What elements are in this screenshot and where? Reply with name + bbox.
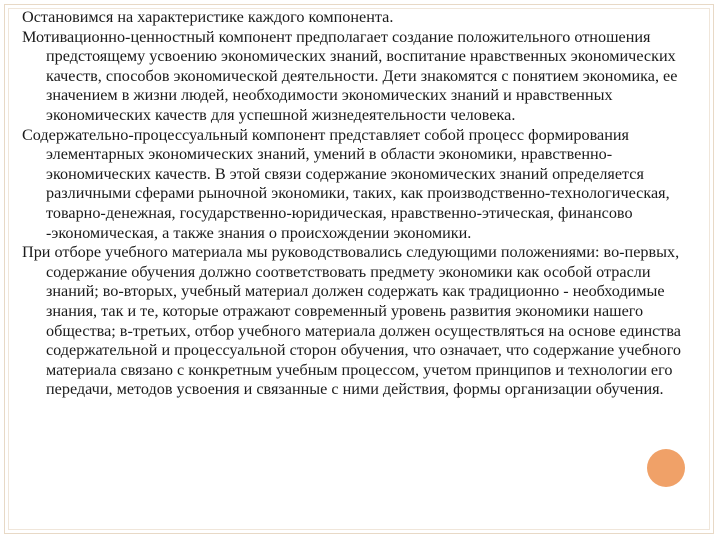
paragraph-motivational-component: Мотивационно-ценностный компонент предполагает создание положительного отношения предстоящему усвоению экономических знаний, воспитание нравственных экономических качеств, способов экономической деятельности. Дети знакомятся с понятием экономика, ее значением в жизни людей, необходимости экономических знаний и нравственных экономических качеств для успешной жизнедеятельности человека. xyxy=(22,27,678,124)
paragraph-intro: Остановимся на характеристике каждого компонента. xyxy=(22,8,394,26)
slide-text-body xyxy=(22,8,702,400)
paragraph-content-process-component: Содержательно-процессуальный компонент представляет собой процесс формирования элементарных экономических знаний, умений в области экономики, нравственно-экономических качеств. В этой связи содержание экономических знаний определяется различными сферами рыночной экономики, таких, как производственно-технологическая, товарно-денежная, государственно-юридическая, нравственно-этическая, финансово -экономическая, а также знания о происхождении экономики. xyxy=(22,125,670,242)
paragraph-material-selection: При отборе учебного материала мы руководствовались следующими положениями: во-первых, содержание обучения должно соответствовать предмету экономики как особой отрасли знаний; во-вторых, учебный материал должен содержать как традиционно - необходимые знания, так и те, которые отражают современный уровень развития экономики нашего общества; в-третьих, отбор учебного материала должен осуществляться на основе единства содержательной и процессуальной сторон обучения, что означает, что содержание учебного материала связано с конкретным учебным процессом, учетом принципов и технологии его передачи, методов усвоения и связанные с ними действия, формы организации обучения. xyxy=(22,243,682,399)
decorative-circle xyxy=(647,449,685,487)
